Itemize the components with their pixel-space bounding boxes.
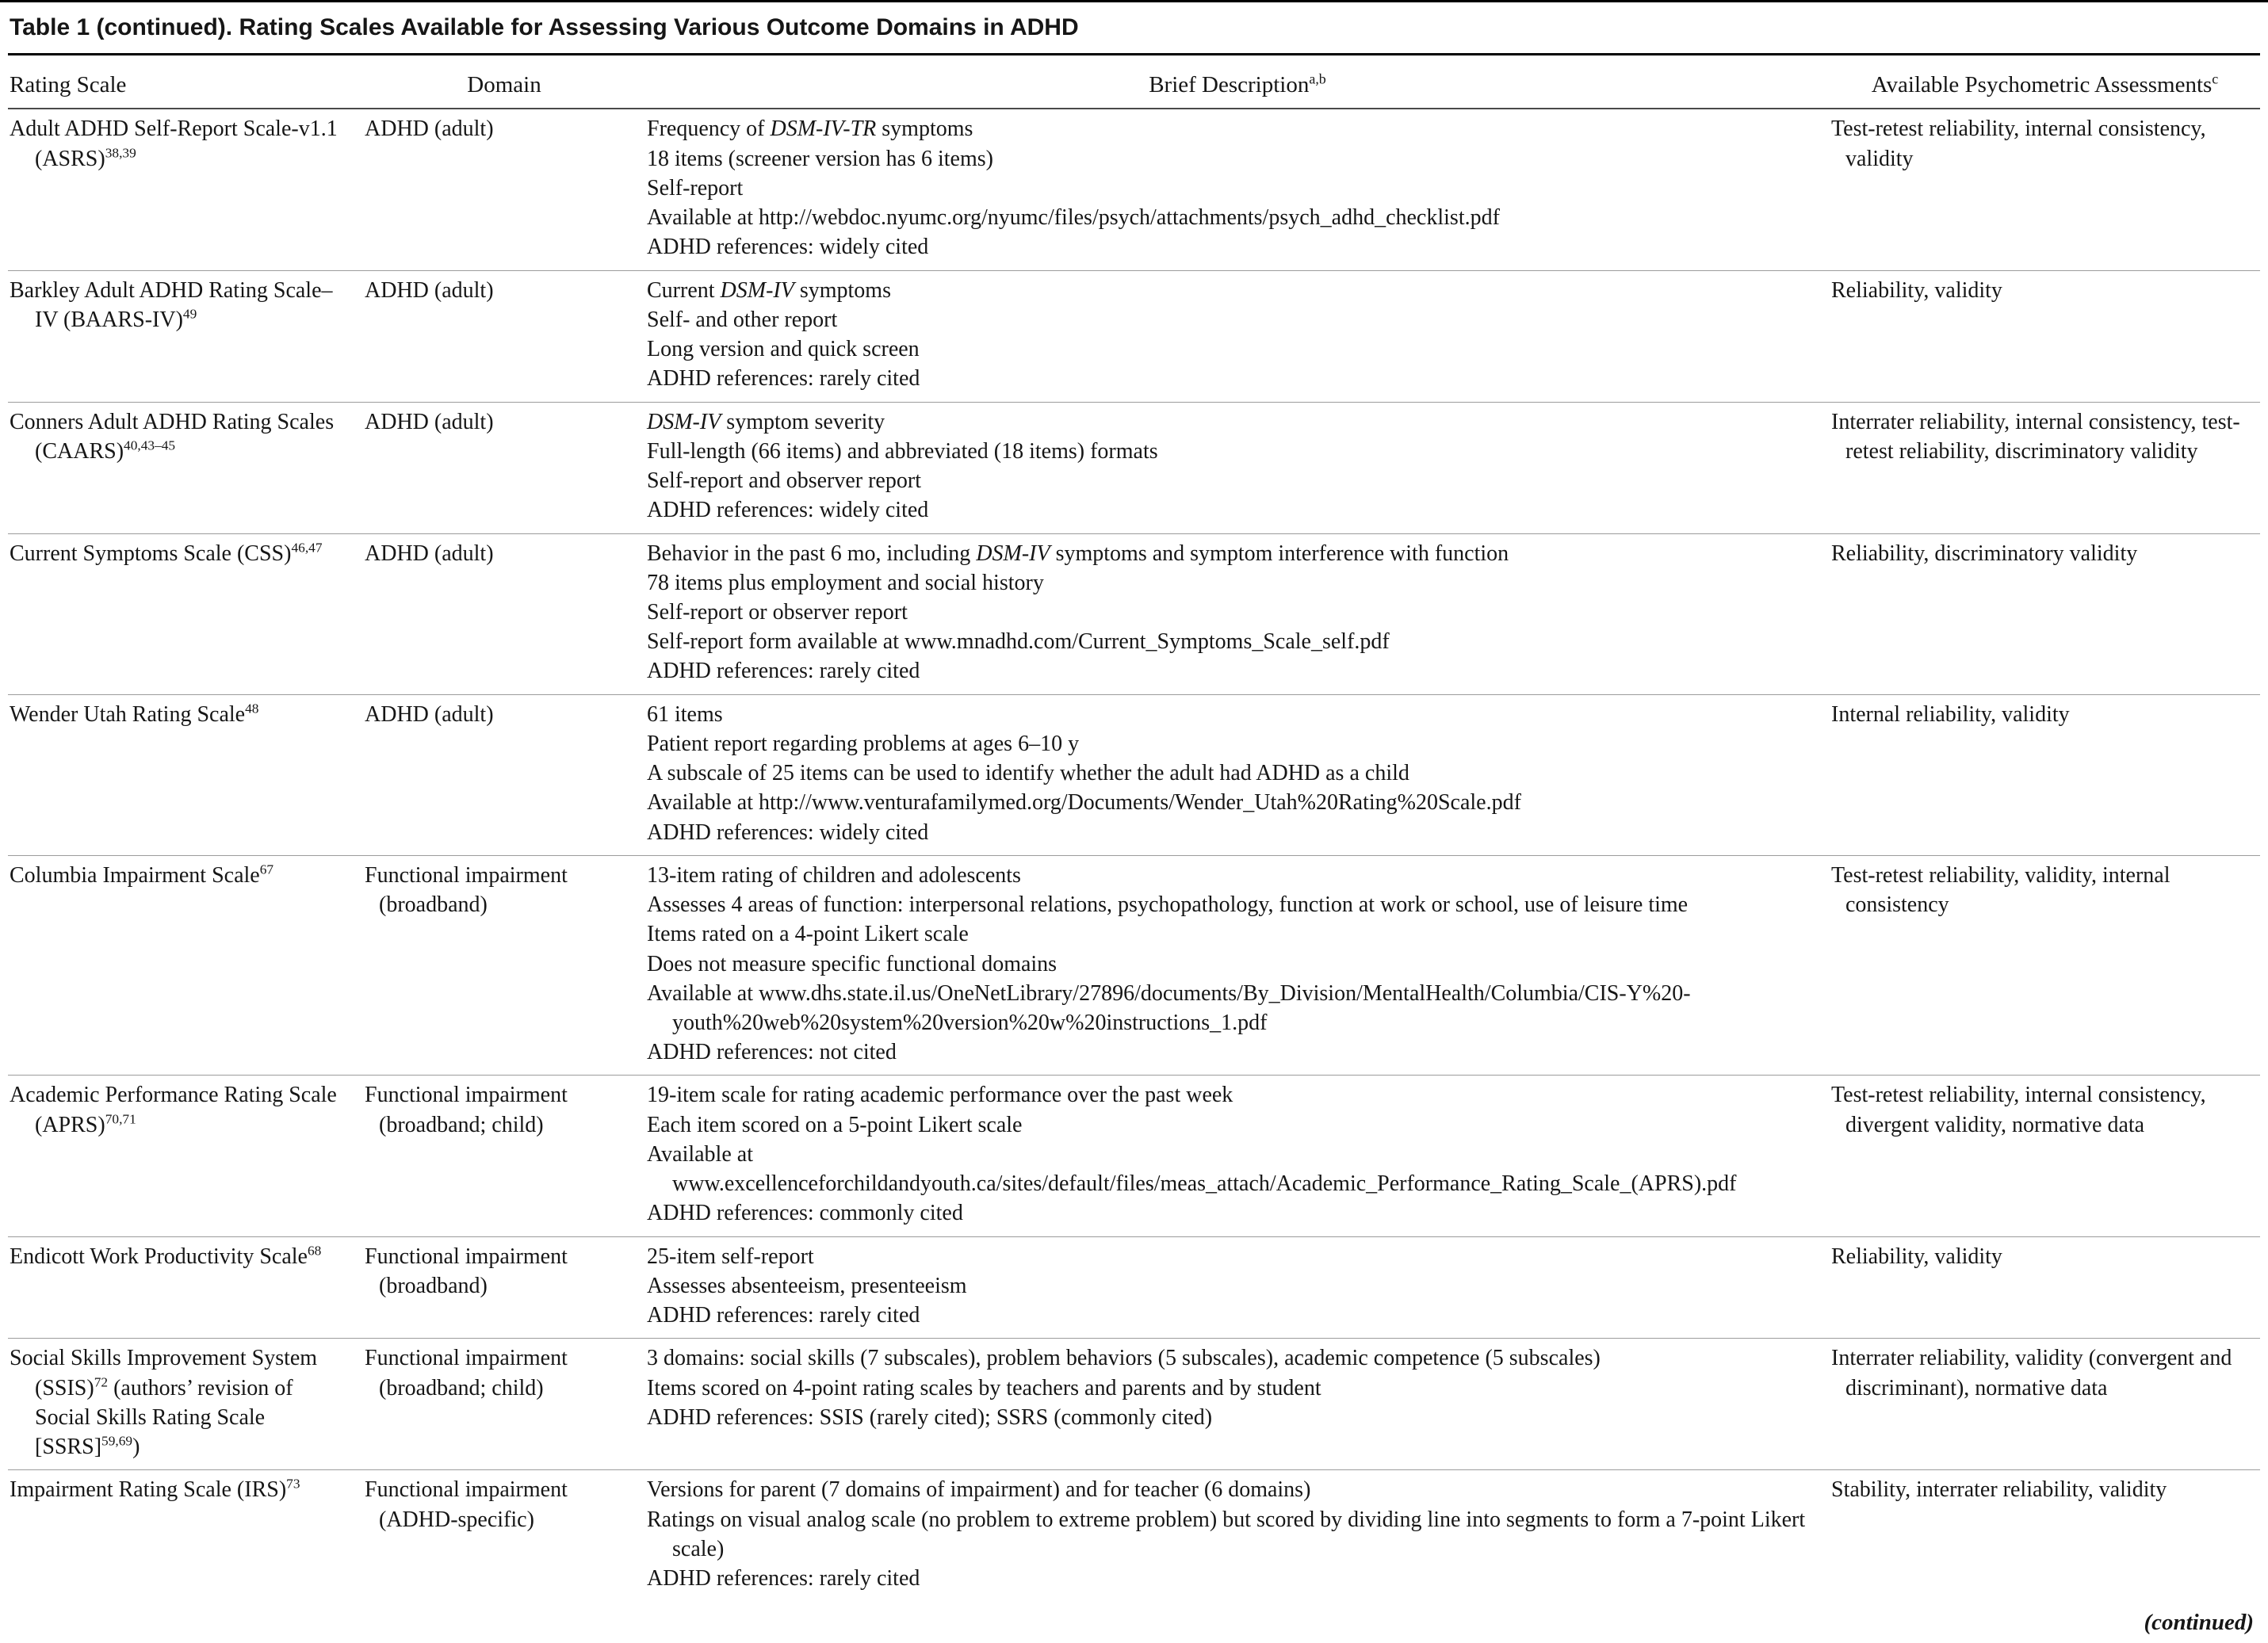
description-cell <box>645 402 1830 533</box>
description-line: ADHD references: not cited <box>647 1040 897 1065</box>
domain-cell <box>363 1236 645 1339</box>
description-line: ADHD references: widely cited <box>647 498 929 523</box>
domain-cell <box>363 270 645 402</box>
description-line: Available at www.dhs.state.il.us/OneNetLibrary/27896/documents/By_Division/MentalHealth/Columbia/CIS-Y%20-youth%20web%20system%20version%20w%20instructions_1.pdf <box>647 980 1691 1036</box>
description-line: DSM-IV symptom severity <box>647 409 885 434</box>
rating-scale-name: Social Skills Improvement System (SSIS)$^{72}$ (authors’ revision of Social Skills Rating Scale [SSRS]$^{59,69}$) <box>10 1346 318 1460</box>
description-cell <box>645 109 1830 270</box>
column-header-footnote: c <box>2212 71 2219 87</box>
description-cell <box>645 1076 1830 1236</box>
description-line: Assesses 4 areas of function: interpersonal relations, psychopathology, function at work or school, use of leisure time <box>647 892 1689 918</box>
psychometrics-cell <box>1830 270 2260 402</box>
description-line: Available at http://www.venturafamilymed.org/Documents/Wender_Utah%20Rating%20Scale.pdf <box>647 790 1521 816</box>
psychometrics-cell <box>1830 855 2260 1076</box>
description-line: ADHD references: commonly cited <box>647 1201 963 1226</box>
column-header-psychometric-assessments <box>1830 55 2260 109</box>
psychometrics-cell <box>1830 1339 2260 1470</box>
rating-scale-cell <box>8 402 363 533</box>
rating-scale-cell <box>8 533 363 694</box>
table-row <box>8 270 2260 402</box>
description-line: Self- and other report <box>647 307 838 332</box>
domain-text: ADHD (adult) <box>365 277 494 303</box>
domain-cell <box>363 533 645 694</box>
table-row <box>8 1470 2260 1601</box>
description-line: Items scored on 4-point rating scales by teachers and parents and by student <box>647 1375 1321 1400</box>
description-cell <box>645 1236 1830 1339</box>
domain-text: Functional impairment (broadband) <box>365 1244 568 1298</box>
description-cell <box>645 270 1830 402</box>
domain-text: Functional impairment (broadband; child) <box>365 1083 568 1137</box>
description-line: Does not measure specific functional domains <box>647 951 1058 976</box>
description-line: Patient report regarding problems at ages 6–10 y <box>647 731 1080 756</box>
description-line: ADHD references: widely cited <box>647 820 929 845</box>
table-row <box>8 109 2260 270</box>
psychometrics-text: Internal reliability, validity <box>1831 701 2070 727</box>
table-row <box>8 1236 2260 1339</box>
description-line: Self-report and observer report <box>647 468 921 494</box>
description-line: Items rated on a 4-point Likert scale <box>647 922 969 947</box>
description-line: ADHD references: rarely cited <box>647 366 920 392</box>
description-line: ADHD references: widely cited <box>647 235 929 260</box>
description-line: ADHD references: SSIS (rarely cited); SSRS (commonly cited) <box>647 1404 1213 1430</box>
description-line: 3 domains: social skills (7 subscales), problem behaviors (5 subscales), academic competence (5 subscales) <box>647 1346 1601 1371</box>
rating-scale-name: Columbia Impairment Scale$^{67}$ <box>10 862 274 888</box>
description-line: 78 items plus employment and social history <box>647 570 1044 595</box>
description-line: Behavior in the past 6 mo, including DSM-IV symptoms and symptom interference with function <box>647 541 1509 566</box>
psychometrics-cell <box>1830 1076 2260 1236</box>
description-line: 19-item scale for rating academic performance over the past week <box>647 1083 1233 1108</box>
column-header-label: Rating Scale <box>10 71 127 97</box>
continued-note: (continued) <box>2144 1610 2254 1636</box>
domain-text: Functional impairment (broadband) <box>365 862 568 918</box>
column-header-domain <box>363 55 645 109</box>
domain-cell <box>363 1076 645 1236</box>
psychometrics-text: Test-retest reliability, internal consistency, validity <box>1831 117 2206 171</box>
rating-scale-name: Academic Performance Rating Scale (APRS)$^{70,71}$ <box>10 1083 337 1137</box>
table-row <box>8 1076 2260 1236</box>
psychometrics-cell <box>1830 109 2260 270</box>
rating-scale-name: Impairment Rating Scale (IRS)$^{73}$ <box>10 1476 300 1503</box>
description-line: Each item scored on a 5-point Likert scale <box>647 1112 1023 1137</box>
domain-cell <box>363 1470 645 1601</box>
description-line: Frequency of DSM-IV-TR symptoms <box>647 117 973 142</box>
domain-text: ADHD (adult) <box>365 409 494 434</box>
description-line: Available at www.excellenceforchildandyouth.ca/sites/default/files/meas_attach/Academic_Performance_Rating_Scale_(APRS).pdf <box>647 1141 1737 1197</box>
psychometrics-text: Stability, interrater reliability, validity <box>1831 1477 2167 1503</box>
rating-scale-cell <box>8 1236 363 1339</box>
rating-scale-cell <box>8 109 363 270</box>
rating-scales-table <box>8 55 2260 1601</box>
description-line: Self-report <box>647 175 744 201</box>
column-header-brief-description <box>645 55 1830 109</box>
rating-scale-cell <box>8 270 363 402</box>
description-line: ADHD references: rarely cited <box>647 659 920 684</box>
table-header <box>8 55 2260 109</box>
domain-cell <box>363 402 645 533</box>
domain-text: ADHD (adult) <box>365 701 494 727</box>
table-row <box>8 533 2260 694</box>
domain-text: Functional impairment (ADHD-specific) <box>365 1477 568 1532</box>
domain-text: ADHD (adult) <box>365 541 494 566</box>
psychometrics-text: Interrater reliability, internal consistency, test-retest reliability, discriminatory validity <box>1831 409 2240 464</box>
psychometrics-text: Reliability, discriminatory validity <box>1831 541 2138 566</box>
psychometrics-text: Test-retest reliability, validity, internal consistency <box>1831 862 2170 918</box>
rating-scale-name: Current Symptoms Scale (CSS)$^{46,47}$ <box>10 540 323 566</box>
table-row <box>8 855 2260 1076</box>
description-cell <box>645 533 1830 694</box>
description-line: 61 items <box>647 701 723 727</box>
table-row <box>8 1339 2260 1470</box>
table-body <box>8 109 2260 1601</box>
description-line: Ratings on visual analog scale (no problem to extreme problem) but scored by dividing line into segments to form a 7-point Likert scale) <box>647 1507 1806 1561</box>
description-line: ADHD references: rarely cited <box>647 1303 920 1328</box>
psychometrics-cell <box>1830 1470 2260 1601</box>
psychometrics-text: Reliability, validity <box>1831 1244 2002 1269</box>
column-header-footnote: a,b <box>1309 71 1326 87</box>
description-cell <box>645 694 1830 855</box>
description-line: 18 items (screener version has 6 items) <box>647 146 993 171</box>
domain-cell <box>363 109 645 270</box>
psychometrics-cell <box>1830 694 2260 855</box>
psychometrics-cell <box>1830 1236 2260 1339</box>
table-row <box>8 402 2260 533</box>
description-line: Long version and quick screen <box>647 337 920 362</box>
description-line: 13-item rating of children and adolescents <box>647 862 1021 888</box>
psychometrics-text: Test-retest reliability, internal consistency, divergent validity, normative data <box>1831 1083 2206 1137</box>
domain-text: Functional impairment (broadband; child) <box>365 1346 568 1400</box>
description-line: A subscale of 25 items can be used to identify whether the adult had ADHD as a child <box>647 761 1409 786</box>
description-line: Versions for parent (7 domains of impairment) and for teacher (6 domains) <box>647 1477 1311 1503</box>
rating-scale-cell <box>8 1339 363 1470</box>
description-cell <box>645 1470 1830 1601</box>
description-line: Self-report or observer report <box>647 599 908 625</box>
psychometrics-cell <box>1830 402 2260 533</box>
psychometrics-cell <box>1830 533 2260 694</box>
column-header-label: Available Psychometric Assessments <box>1871 71 2213 97</box>
description-line: ADHD references: rarely cited <box>647 1566 920 1591</box>
rating-scale-cell <box>8 1470 363 1601</box>
rating-scale-name: Endicott Work Productivity Scale$^{68}$ <box>10 1243 322 1269</box>
rating-scale-name: Wender Utah Rating Scale$^{48}$ <box>10 701 259 727</box>
column-header-label: Domain <box>467 71 541 97</box>
description-cell <box>645 1339 1830 1470</box>
rating-scale-cell <box>8 1076 363 1236</box>
description-line: Current DSM-IV symptoms <box>647 277 891 303</box>
psychometrics-text: Reliability, validity <box>1831 277 2002 303</box>
description-line: Self-report form available at www.mnadhd.com/Current_Symptoms_Scale_self.pdf <box>647 629 1390 655</box>
table-row <box>8 694 2260 855</box>
column-header-label: Brief Description <box>1149 71 1310 97</box>
domain-text: ADHD (adult) <box>365 117 494 142</box>
description-line: 25-item self-report <box>647 1244 814 1269</box>
psychometrics-text: Interrater reliability, validity (convergent and discriminant), normative data <box>1831 1346 2232 1400</box>
column-header-rating-scale <box>8 55 363 109</box>
rating-scale-cell <box>8 855 363 1076</box>
table-title: Table 1 (continued). Rating Scales Available for Assessing Various Outcome Domains in ADHD <box>8 2 2260 55</box>
description-cell <box>645 855 1830 1076</box>
description-line: Full-length (66 items) and abbreviated (18 items) formats <box>647 438 1158 464</box>
rating-scale-name: Adult ADHD Self-Report Scale-v1.1 (ASRS)$^{38,39}$ <box>10 117 338 171</box>
rating-scale-name: Barkley Adult ADHD Rating Scale–IV (BAARS-IV)$^{49}$ <box>10 277 333 332</box>
rating-scale-name: Conners Adult ADHD Rating Scales (CAARS)$^{40,43-45}$ <box>10 409 335 464</box>
description-line: Available at http://webdoc.nyumc.org/nyumc/files/psych/attachments/psych_adhd_checklist.pdf <box>647 205 1500 231</box>
domain-cell <box>363 855 645 1076</box>
description-line: Assesses absenteeism, presenteeism <box>647 1273 967 1298</box>
header-row <box>8 55 2260 109</box>
domain-cell <box>363 1339 645 1470</box>
domain-cell <box>363 694 645 855</box>
rating-scale-cell <box>8 694 363 855</box>
